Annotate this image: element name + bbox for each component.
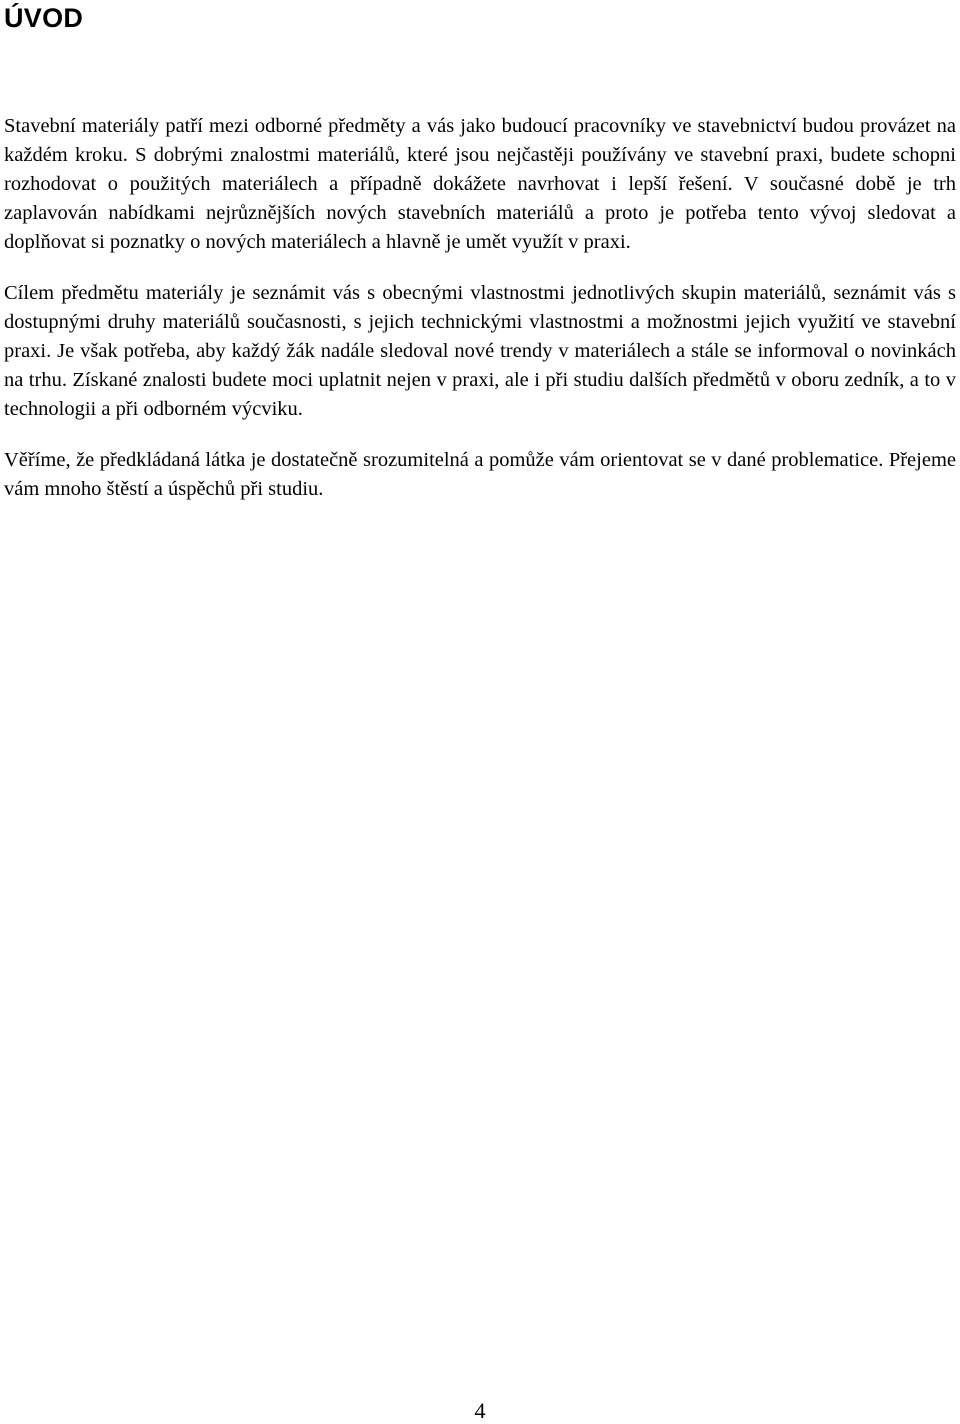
- paragraph-goal: Cílem předmětu materiály je seznámit vás s obecnými vlastnostmi jednotlivých skupin materiálů, seznámit vás s dostupnými druhy materiálů současnosti, s jejich technickými vlastnostmi a možnostmi jejich využití ve stavební praxi. Je však potřeba, aby každý žák nadále sledoval nové trendy v materiálech a stále se informoval o novinkách na trhu. Získané znalosti budete moci uplatnit nejen v praxi, ale i při studiu dalších předmětů v oboru zedník, a to v technologii a při odborném výcviku.: [4, 282, 956, 420]
- body-text: [4, 112, 956, 526]
- page-number: 4: [474, 1398, 486, 1423]
- paragraph-intro: Stavební materiály patří mezi odborné předměty a vás jako budoucí pracovníky ve stavebnictví budou provázet na každém kroku. S dobrými znalostmi materiálů, které jsou nejčastěji používány ve stavební praxi, budete schopni rozhodovat o použitých materiálech a případně dokážete navrhovat i lepší řešení. V současné době je trh zaplavován nabídkami nejrůznějších nových stavebních materiálů a proto je potřeba tento vývoj sledovat a doplňovat si poznatky o nových materiálech a hlavně je umět využít v praxi.: [4, 115, 956, 253]
- section-heading: ÚVOD: [4, 3, 84, 33]
- paragraph-closing: Věříme, že předkládaná látka je dostatečně srozumitelná a pomůže vám orientovat se v dané problematice. Přejeme vám mnoho štěstí a úspěchů při studiu.: [4, 449, 956, 500]
